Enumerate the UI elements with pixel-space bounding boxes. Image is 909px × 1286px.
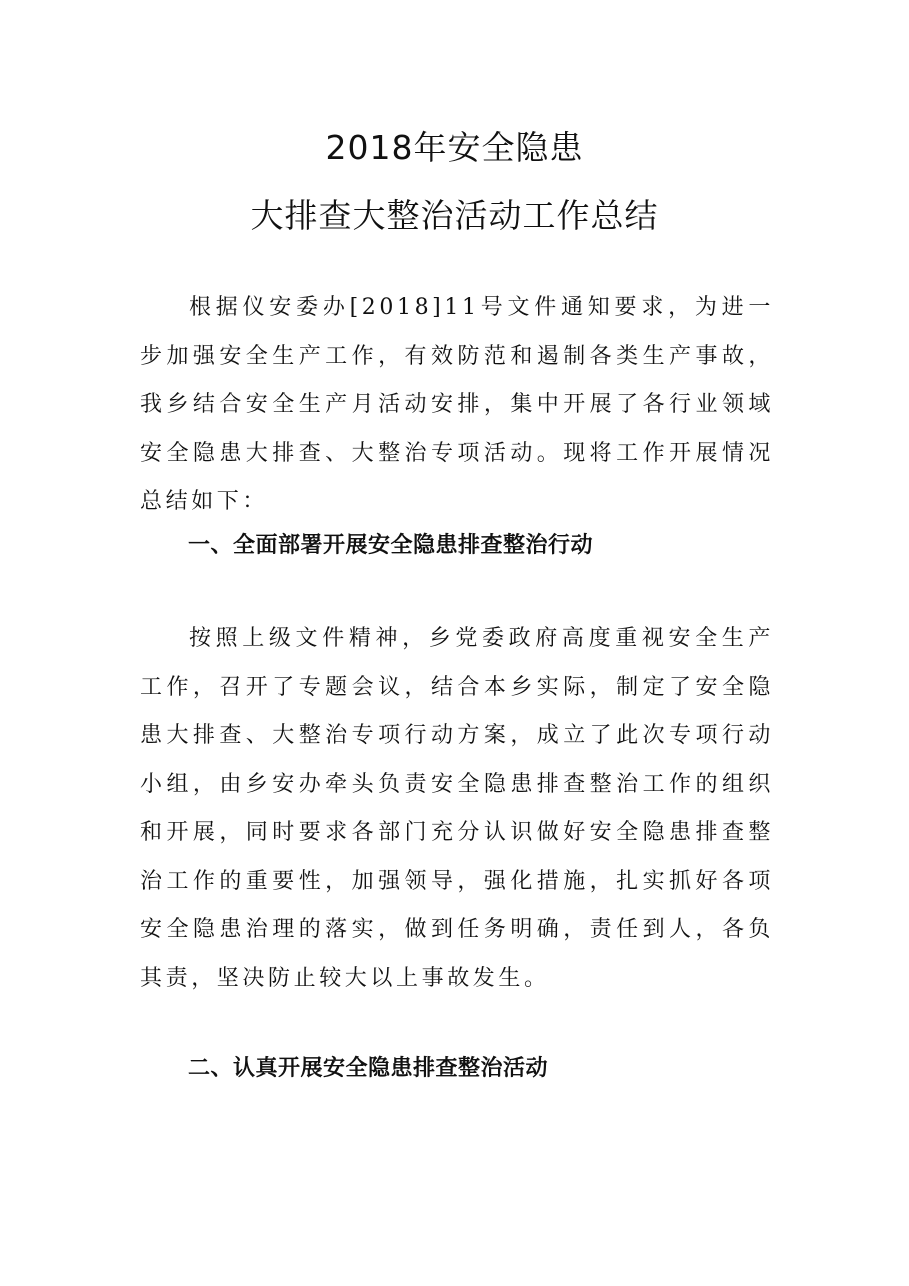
- section-1-paragraph: 按照上级文件精神，乡党委政府高度重视安全生产工作，召开了专题会议，结合本乡实际，制定了安全隐患大排查、大整治专项行动方案，成立了此次专项行动小组，由乡安办牵头负责安全隐患排查整治工作的组织和开展，同时要求各部门充分认识做好安全隐患排查整治工作的重要性，加强领导，强化措施，扎实抓好各项安全隐患治理的落实，做到任务明确，责任到人，各负其责，坚决防止较大以上事故发生。: [140, 626, 774, 991]
- section-1-heading: 一、全面部署开展安全隐患排查整治行动: [188, 533, 594, 558]
- document-title-line-1: 2018年安全隐患: [325, 128, 584, 167]
- intro-paragraph: 根据仪安委办[2018]11号文件通知要求，为进一步加强安全生产工作，有效防范和遏制各类生产事故，我乡结合安全生产月活动安排，集中开展了各行业领域安全隐患大排查、大整治专项活动。现将工作开展情况总结如下：: [140, 295, 774, 514]
- section-2-heading: 二、认真开展安全隐患排查整治活动: [188, 1056, 549, 1081]
- document-title-line-2: 大排查大整治活动工作总结: [250, 196, 659, 235]
